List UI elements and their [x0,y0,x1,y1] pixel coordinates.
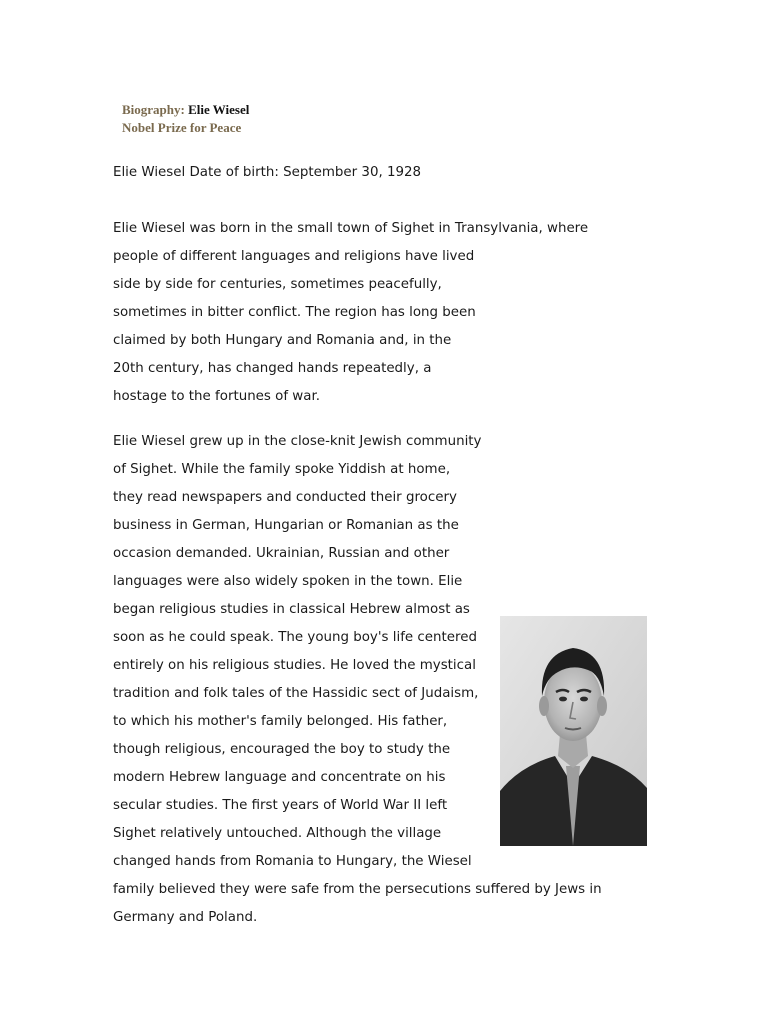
paragraph-line: hostage to the fortunes of war. [113,389,320,404]
paragraph-line: tradition and folk tales of the Hassidic sect of Judaism, [113,686,479,701]
subtitle: Nobel Prize for Peace [122,120,242,135]
page-heading [122,101,249,137]
paragraph-line: languages were also widely spoken in the town. Elie [113,574,463,589]
paragraph-line: Elie Wiesel was born in the small town of Sighet in Transylvania, where [113,221,589,236]
person-name: Elie Wiesel [188,102,250,117]
paragraph-line: family believed they were safe from the persecutions suffered by Jews in [113,882,602,897]
title-colon: : [180,102,189,117]
birth-date-line: Elie Wiesel Date of birth: September 30, 1928 [113,165,422,180]
biography-label: Biography [122,102,181,117]
paragraph-1 [113,215,588,411]
paragraph-line: soon as he could speak. The young boy's life centered [113,630,477,645]
paragraph-line: they read newspapers and conducted their grocery [113,490,457,505]
paragraph-line: claimed by both Hungary and Romania and, in the [113,333,452,348]
paragraph-line: entirely on his religious studies. He loved the mystical [113,658,476,673]
paragraph-line: people of different languages and religions have lived [113,249,475,264]
paragraph-line: Elie Wiesel grew up in the close-knit Jewish community [113,434,482,449]
paragraph-line: modern Hebrew language and concentrate on his [113,770,446,785]
paragraph-line: though religious, encouraged the boy to study the [113,742,451,757]
title-line [122,101,249,119]
paragraph-line: began religious studies in classical Hebrew almost as [113,602,470,617]
paragraph-line: business in German, Hungarian or Romanian as the [113,518,459,533]
paragraph-line: Germany and Poland. [113,910,258,925]
paragraph-line: 20th century, has changed hands repeatedly, a [113,361,432,376]
paragraph-line: changed hands from Romania to Hungary, the Wiesel [113,854,472,869]
paragraph-line: secular studies. The first years of World War II left [113,798,448,813]
portrait-photo [500,616,647,846]
paragraph-line: sometimes in bitter conflict. The region has long been [113,305,476,320]
paragraph-line: to which his mother's family belonged. His father, [113,714,448,729]
paragraph-line: of Sighet. While the family spoke Yiddish at home, [113,462,451,477]
paragraph-line: Sighet relatively untouched. Although the village [113,826,442,841]
paragraph-line: side by side for centuries, sometimes peacefully, [113,277,442,292]
paragraph-line: occasion demanded. Ukrainian, Russian and other [113,546,450,561]
